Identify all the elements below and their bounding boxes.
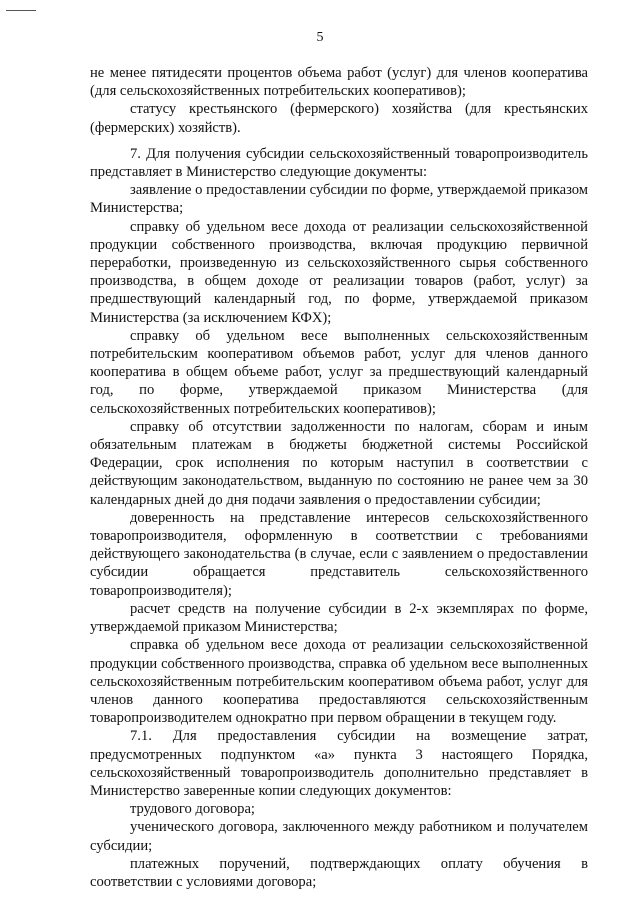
paragraph: статусу крестьянского (фермерского) хозяйства (для крестьянских (фермерских) хозяйств). — [90, 101, 588, 136]
paragraph: справка об удельном весе дохода от реализации сельскохозяйственной продукции собственного производства, справка об удельном весе выполненных сельскохозяйственным потребительским кооперативом объема работ, услуг для членов данного кооператива предоставляются сельскохозяйственным товаропроизводителем однократно при первом обращении в текущем году. — [90, 637, 588, 727]
paragraph: справку об удельном весе выполненных сельскохозяйственным потребительским кооперативом объемов работ, услуг для членов данного кооператива в общем объеме работ, услуг за предшествующий календарный год, по форме, утверждаемой приказом Министерства (для сельскохозяйственных потребительских кооперативов); — [90, 327, 588, 417]
corner-mark — [6, 10, 36, 11]
paragraph: 7.1. Для предоставления субсидии на возмещение затрат, предусмотренных подпунктом «а» пункта 3 настоящего Порядка, сельскохозяйственный товаропроизводитель дополнительно представляет в Министерство заверенные копии следующих документов: — [90, 728, 588, 799]
paragraph: доверенность на представление интересов сельскохозяйственного товаропроизводителя, оформленную в соответствии с требованиями действующего законодательства (в случае, если с заявлением о предоставлении субсидии обращается представитель сельскохозяйственного товаропроизводителя); — [90, 509, 588, 599]
paragraph: справку об удельном весе дохода от реализации сельскохозяйственной продукции собственного производства, включая продукцию первичной переработки, произведенную из сельскохозяйственного сырья собственного производства, в общем доходе от реализации товаров (работ, услуг) за предшествующий календарный год, по форме, утверждаемой приказом Министерства (за исключением КФХ); — [90, 218, 588, 326]
paragraph: заявление о предоставлении субсидии по форме, утверждаемой приказом Министерства; — [90, 182, 588, 217]
paragraph: расчет средств на получение субсидии в 2-х экземплярах по форме, утверждаемой приказом Министерства; — [90, 600, 588, 636]
paragraph: справку об отсутствии задолженности по налогам, сборам и иным обязательным платежам в бюджеты бюджетной системы Российской Федерации, срок исполнения по которым наступил в соответствии с действующим законодательством, выданную по состоянию не ранее чем за 30 календарных дней до дня подачи заявления о предоставлении субсидии; — [90, 418, 588, 508]
paragraph: трудового договора; — [130, 801, 255, 818]
paragraph: 7. Для получения субсидии сельскохозяйственный товаропроизводитель представляет в Министерство следующие документы: — [90, 145, 588, 181]
paragraph: не менее пятидесяти процентов объема работ (услуг) для членов кооператива (для сельскохозяйственных потребительских кооперативов); — [90, 65, 588, 100]
paragraph: ученического договора, заключенного между работником и получателем субсидии; — [90, 819, 588, 854]
page-number: 5 — [316, 30, 324, 45]
paragraph: платежных поручений, подтверждающих оплату обучения в соответствии с условиями договора; — [90, 855, 588, 890]
document-body — [90, 64, 588, 891]
